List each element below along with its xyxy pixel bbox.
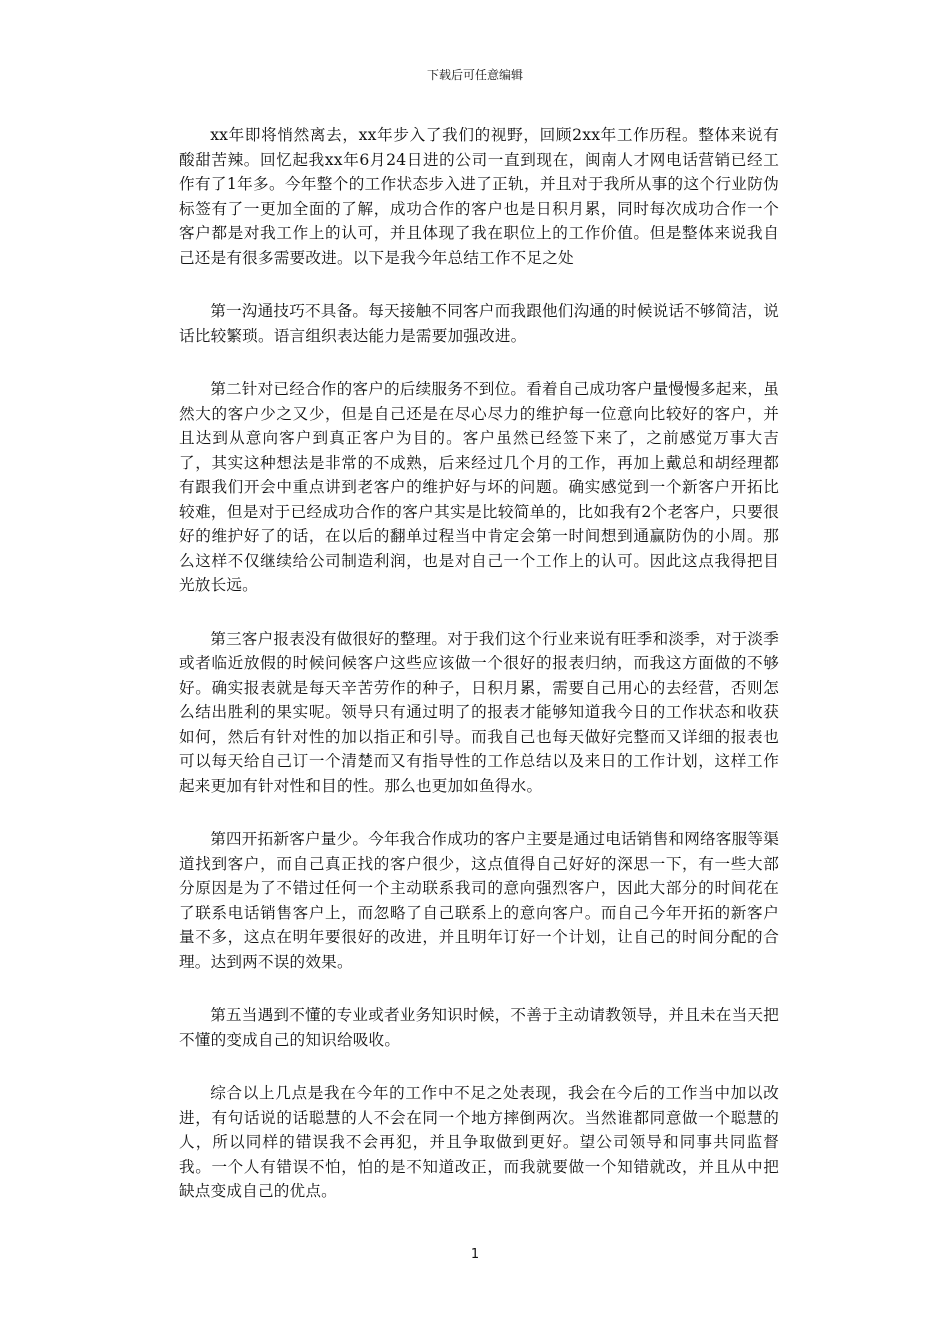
paragraph-conclusion: 综合以上几点是我在今年的工作中不足之处表现，我会在今后的工作当中加以改进，有句话说的话聪慧的人不会在同一个地方摔倒两次。当然谁都同意做一个聪慧的人，所以同样的错误我不会再犯，并且争取做到更好。望公司领导和同事共同监督我。一个人有错误不怕，怕的是不知道改正，而我就要做一个知错就改，并且从中把缺点变成自己的优点。 [179, 1084, 779, 1200]
page-number: 1 [470, 1247, 480, 1262]
paragraph-point-5: 第五当遇到不懂的专业或者业务知识时候，不善于主动请教领导，并且未在当天把不懂的变成自己的知识给吸收。 [179, 1006, 779, 1049]
page-header: 下载后可任意编辑 [426, 68, 523, 82]
paragraph-point-3: 第三客户报表没有做很好的整理。对于我们这个行业来说有旺季和淡季，对于淡季或者临近放假的时候问候客户这些应该做一个很好的报表归纳，而我这方面做的不够好。确实报表就是每天辛苦劳作的种子，日积月累，需要自己用心的去经营，否则怎么结出胜利的果实呢。领导只有通过明了的报表才能够知道我今日的工作状态和收获如何，然后有针对性的加以指正和引导。而我自己也每天做好完整而又详细的报表也可以每天给自己订一个清楚而又有指导性的工作总结以及来日的工作计划，这样工作起来更加有针对性和目的性。那么也更加如鱼得水。 [179, 629, 779, 795]
paragraph-point-2: 第二针对已经合作的客户的后续服务不到位。看着自己成功客户量慢慢多起来，虽然大的客户少之又少，但是自己还是在尽心尽力的维护每一位意向比较好的客户，并且达到从意向客户到真正客户为目的。客户虽然已经签下来了，之前感觉万事大吉了，其实这种想法是非常的不成熟，后来经过几个月的工作，再加上戴总和胡经理都有跟我们开会中重点讲到老客户的维护好与坏的问题。确实感觉到一个新客户开拓比较难，但是对于已经成功合作的客户其实是比较简单的，比如我有2个老客户，只要很好的维护好了的话，在以后的翻单过程当中肯定会第一时间想到通赢防伪的小周。那么这样不仅继续给公司制造利润，也是对自己一个工作上的认可。因此这点我得把目光放长远。 [179, 380, 779, 594]
paragraph-intro: xx年即将悄然离去，xx年步入了我们的视野，回顾2xx年工作历程。整体来说有酸甜苦辣。回忆起我xx年6月24日进的公司一直到现在，闽南人才网电话营销已经工作有了1年多。今年整个的工作状态步入进了正轨，并且对于我所从事的这个行业防伪标签有了一更加全面的了解，成功合作的客户也是日积月累，同时每次成功合作一个客户都是对我工作上的认可，并且体现了我在职位上的工作价值。但是整体来说我自己还是有很多需要改进。以下是我今年总结工作不足之处 [179, 126, 779, 267]
paragraph-point-1: 第一沟通技巧不具备。每天接触不同客户而我跟他们沟通的时候说话不够简洁，说话比较繁琐。语言组织表达能力是需要加强改进。 [179, 302, 779, 345]
paragraph-point-4: 第四开拓新客户量少。今年我合作成功的客户主要是通过电话销售和网络客服等渠道找到客户，而自己真正找的客户很少，这点值得自己好好的深思一下，有一些大部分原因是为了不错过任何一个主动联系我司的意向强烈客户，因此大部分的时间花在了联系电话销售客户上，而忽略了自己联系上的意向客户。而自己今年开拓的新客户量不多，这点在明年要很好的改进，并且明年订好一个计划，让自己的时间分配的合理。达到两不误的效果。 [179, 830, 779, 971]
document-body [179, 123, 779, 1233]
